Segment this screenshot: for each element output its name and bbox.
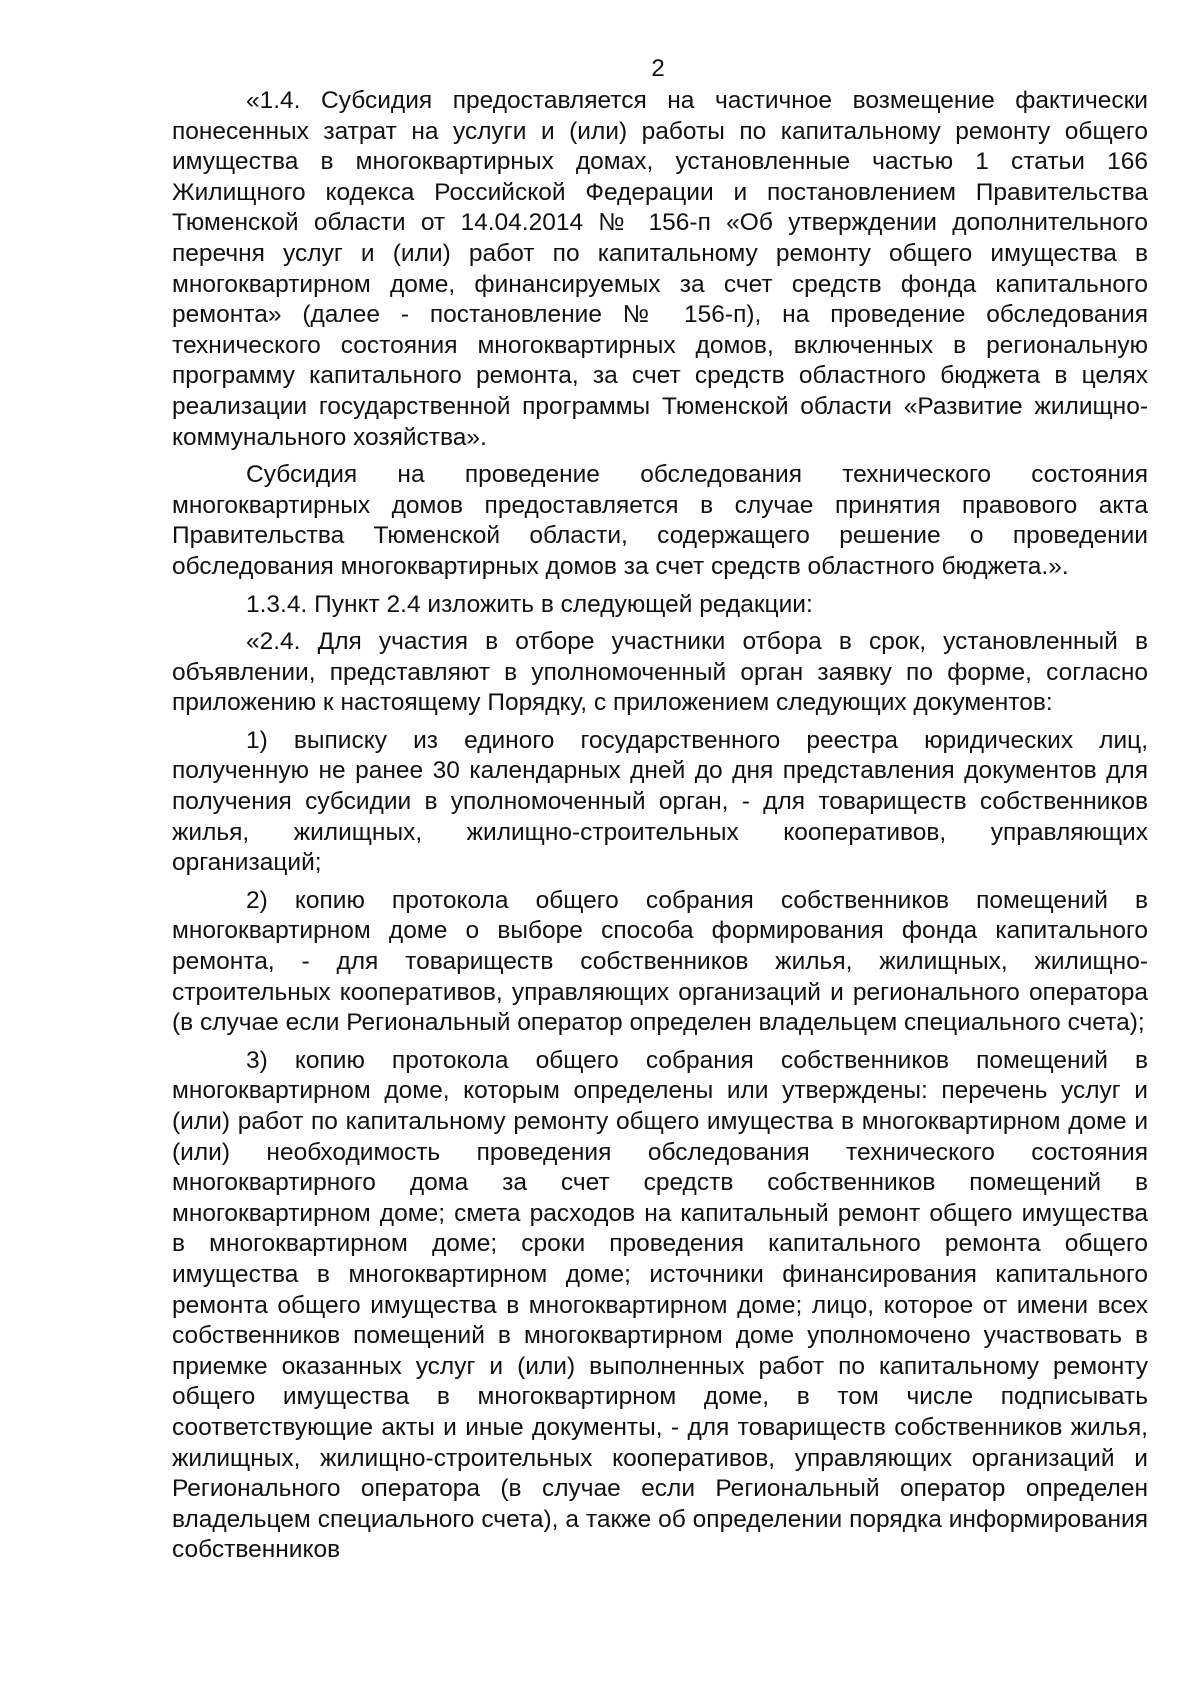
paragraph-1-4: «1.4. Субсидия предоставляется на частичное возмещение фактически понесенных затрат на услуги и (или) работы по капитальному ремонту общего имущества в многоквартирных домах, установленные частью 1 статьи 166 Жилищного кодекса Российской Федерации и постановлением Правительства Тюменской области от 14.04.2014 № 156-п «Об утверждении дополнительного перечня услуг и (или) работ по капитальному ремонту общего имущества в многоквартирном доме, финансируемых за счет средств фонда капитального ремонта» (далее - постановление № 156-п), на проведение обследования технического состояния многоквартирных домов, включенных в региональную программу капитального ремонта, за счет средств областного бюджета в целях реализации государственной программы Тюменской области «Развитие жилищно-коммунального хозяйства». xyxy=(172,87,1148,451)
list-item-1: 1) выписку из единого государственного реестра юридических лиц, полученную не ранее 30 календарных дней до дня представления документов для получения субсидии в уполномоченный орган, - для товариществ собственников жилья, жилищных, жилищно-строительных кооперативов, управляющих организаций; xyxy=(172,726,1148,877)
page-number: 2 xyxy=(651,55,665,82)
paragraph-2-4: «2.4. Для участия в отборе участники отбора в срок, установленный в объявлении, представляют в уполномоченный орган заявку по форме, согласно приложению к настоящему Порядку, с приложением следующих документов: xyxy=(172,628,1148,717)
paragraph-1-3-4: 1.3.4. Пункт 2.4 изложить в следующей редакции: xyxy=(246,590,813,618)
list-item-2: 2) копию протокола общего собрания собственников помещений в многоквартирном доме о выборе способа формирования фонда капитального ремонта, - для товариществ собственников жилья, жилищных, жилищно-строительных кооперативов, управляющих организаций и регионального оператора (в случае если Региональный оператор определен владельцем специального счета); xyxy=(172,886,1148,1037)
document-body xyxy=(172,86,1148,1573)
list-item-3: 3) копию протокола общего собрания собственников помещений в многоквартирном доме, которым определены или утверждены: перечень услуг и (или) работ по капитальному ремонту общего имущества в многоквартирном доме и (или) необходимость проведения обследования технического состояния многоквартирного дома за счет средств собственников помещений в многоквартирном доме; смета расходов на капитальный ремонт общего имущества в многоквартирном доме; сроки проведения капитального ремонта общего имущества в многоквартирном доме; источники финансирования капитального ремонта общего имущества в многоквартирном доме; лицо, которое от имени всех собственников помещений в многоквартирном доме уполномочено участвовать в приемке оказанных услуг и (или) выполненных работ по капитальному ремонту общего имущества в многоквартирном доме, в том числе подписывать соответствующие акты и иные документы, - для товариществ собственников жилья, жилищных, жилищно-строительных кооперативов, управляющих организаций и Регионального оператора (в случае если Региональный оператор определен владельцем специального счета), а также об определении порядка информирования собственников xyxy=(172,1046,1148,1564)
paragraph-subsidy-condition: Субсидия на проведение обследования технического состояния многоквартирных домов предоставляется в случае принятия правового акта Правительства Тюменской области, содержащего решение о проведении обследования многоквартирных домов за счет средств областного бюджета.». xyxy=(172,461,1148,580)
